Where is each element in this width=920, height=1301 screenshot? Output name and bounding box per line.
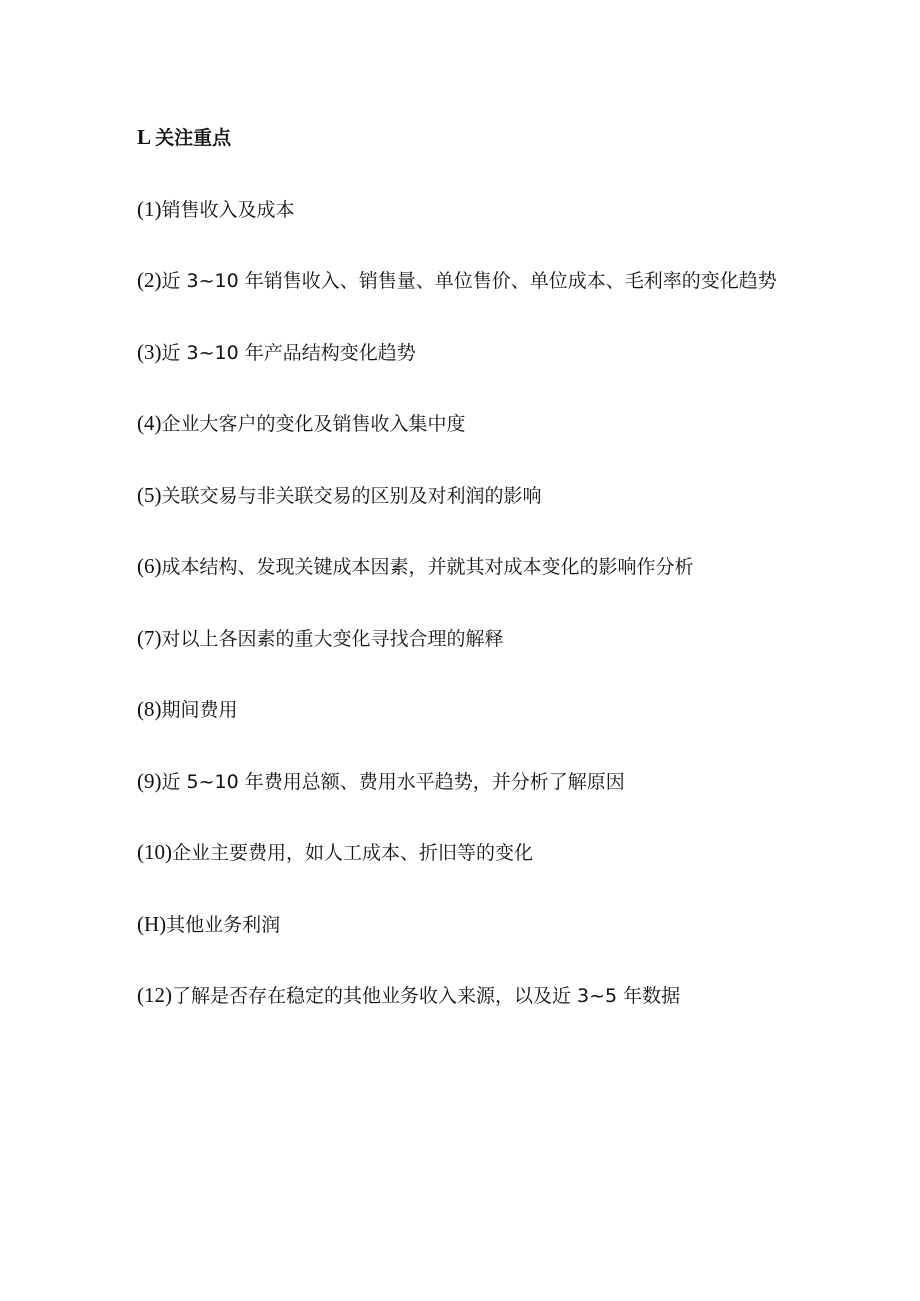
item-text: 销售收入及成本 xyxy=(161,198,295,221)
item-text: 其他业务利润 xyxy=(166,913,281,936)
item-text: 成本结构、发现关键成本因素，并就其对成本变化的影响作分析 xyxy=(161,556,694,578)
list-item xyxy=(137,970,787,1021)
item-text: 期间费用 xyxy=(161,699,238,721)
item-text: 企业主要费用，如人工成本、折旧等的变化 xyxy=(172,842,534,864)
section-heading xyxy=(137,112,787,163)
item-number: (H) xyxy=(137,911,167,936)
item-number: (9) xyxy=(137,768,162,793)
item-number: (1) xyxy=(137,196,162,221)
list-item xyxy=(137,541,787,592)
item-number: (12) xyxy=(137,983,172,1007)
list-item xyxy=(137,899,787,950)
list-item xyxy=(137,827,787,878)
item-text: 近 5~10 年费用总额、费用水平趋势，并分析了解原因 xyxy=(161,770,625,793)
list-item xyxy=(137,684,787,735)
heading-prefix: L xyxy=(137,125,156,149)
list-item xyxy=(137,470,787,521)
heading-text: 关注重点 xyxy=(155,127,232,149)
item-list xyxy=(137,184,787,1022)
list-item xyxy=(137,255,787,306)
list-item xyxy=(137,613,787,664)
item-number: (2) xyxy=(137,268,162,292)
item-number: (10) xyxy=(137,840,172,864)
item-text: 企业大客户的变化及销售收入集中度 xyxy=(161,413,466,435)
item-text: 关联交易与非关联交易的区别及对利润的影响 xyxy=(161,484,542,507)
item-text: 了解是否存在稳定的其他业务收入来源，以及近 3~5 年数据 xyxy=(172,985,681,1007)
item-number: (8) xyxy=(137,697,162,721)
item-text: 对以上各因素的重大变化寻找合理的解释 xyxy=(161,627,504,650)
document-body xyxy=(137,112,787,1042)
item-number: (3) xyxy=(137,339,162,364)
item-text: 近 3~10 年销售收入、销售量、单位售价、单位成本、毛利率的变化趋势 xyxy=(161,270,777,292)
list-item xyxy=(137,398,787,449)
item-number: (5) xyxy=(137,482,162,507)
item-number: (7) xyxy=(137,625,162,650)
item-number: (6) xyxy=(137,554,162,578)
list-item xyxy=(137,756,787,807)
item-text: 近 3~10 年产品结构变化趋势 xyxy=(161,341,416,364)
list-item xyxy=(137,184,787,235)
item-number: (4) xyxy=(137,411,162,435)
list-item xyxy=(137,327,787,378)
